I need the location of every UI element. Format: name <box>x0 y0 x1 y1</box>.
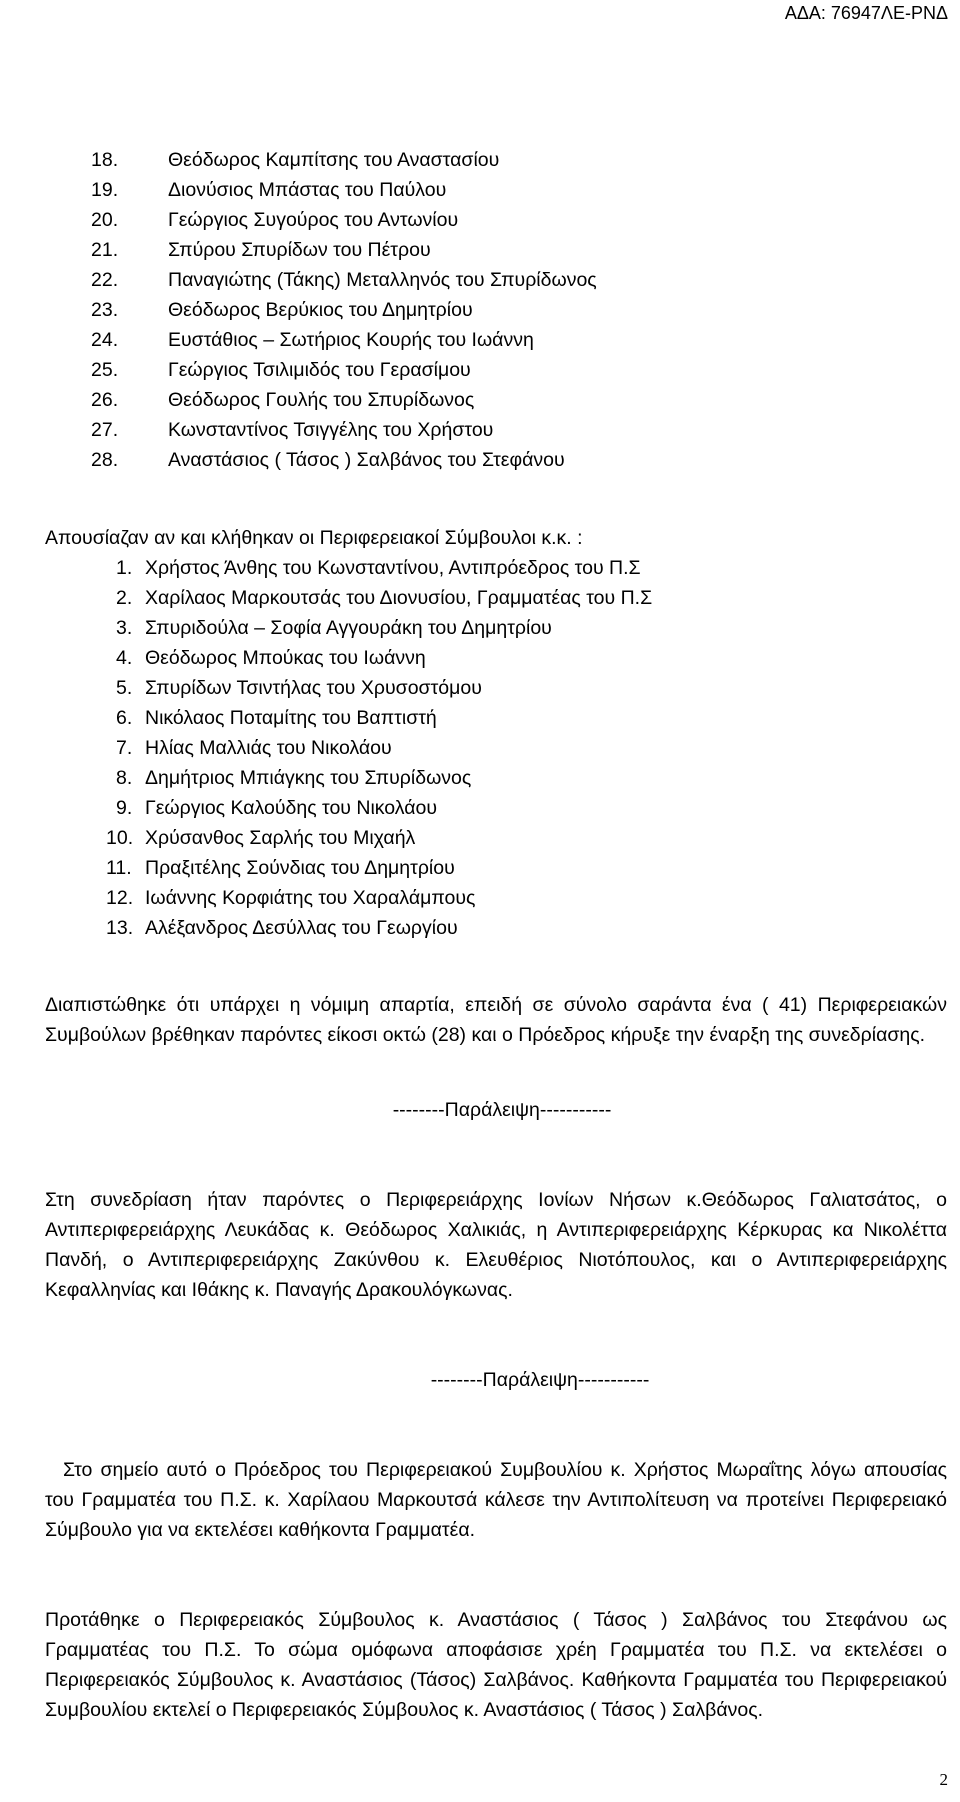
list-item: 26. Θεόδωρος Γουλής του Σπυρίδωνος <box>91 389 475 411</box>
secretary-decision-paragraph: Προτάθηκε ο Περιφερειακός Σύμβουλος κ. Αναστάσιος ( Τάσος ) Σαλβάνος του Στεφάνου ως Γραμματέας του Π.Σ. Το σώμα ομόφωνα αποφάσισε χρέη Γραμματέα του Π.Σ. να εκτελέσει ο Περιφερειακός Σύμβουλος κ. Αναστάσιος (Τάσος) Σαλβάνος. Καθήκοντα Γραμματέα του Περιφερειακού Συμβουλίου εκτελεί ο Περιφερειακός Σύμβουλος κ. Αναστάσιος ( Τάσος ) Σαλβάνος. <box>45 1609 947 1721</box>
list-item: 25. Γεώργιος Τσιλιμιδός του Γερασίμου <box>91 359 471 381</box>
list-item: 27. Κωνσταντίνος Τσιγγέλης του Χρήστου <box>91 419 494 441</box>
list-item: 18. Θεόδωρος Καμπίτσης του Αναστασίου <box>91 149 500 171</box>
list-item: 9. Γεώργιος Καλούδης του Νικολάου <box>116 797 438 819</box>
absent-members-list <box>0 553 960 943</box>
list-item: 3. Σπυριδούλα – Σοφία Αγγουράκη του Δημητρίου <box>116 617 552 639</box>
omission-separator: --------Παράλειψη----------- <box>392 1099 612 1121</box>
list-item: 21. Σπύρου Σπυρίδων του Πέτρου <box>91 239 431 261</box>
list-item: 28. Αναστάσιος ( Τάσος ) Σαλβάνος του Στεφάνου <box>91 449 565 471</box>
list-item: 24. Ευστάθιος – Σωτήριος Κουρής του Ιωάννη <box>91 329 534 351</box>
list-item: 7. Ηλίας Μαλλιάς του Νικολάου <box>116 737 392 759</box>
list-item: 20. Γεώργιος Συγούρος του Αντωνίου <box>91 209 459 231</box>
list-item: 5. Σπυρίδων Τσιντήλας του Χρυσοστόμου <box>116 677 482 699</box>
list-item: 13. Αλέξανδρος Δεσύλλας του Γεωργίου <box>106 917 458 939</box>
attendance-paragraph: Στη συνεδρίαση ήταν παρόντες ο Περιφερειάρχης Ιονίων Νήσων κ.Θεόδωρος Γαλιατσάτος, ο Αντιπεριφερειάρχης Λευκάδας κ. Θεόδωρος Χαλικιάς, η Αντιπεριφερειάρχης Κέρκυρας κα Νικολέττα Πανδή, ο Αντιπεριφερειάρχης Ζακύνθου κ. Ελευθέριος Νιοτόπουλος, και ο Αντιπεριφερειάρχης Κεφαλληνίας και Ιθάκης κ. Παναγής Δρακουλόγκωνας. <box>45 1189 947 1301</box>
list-item: 6. Νικόλαος Ποταμίτης του Βαπτιστή <box>116 707 437 729</box>
ada-header: ΑΔΑ: 76947ΛΕ-ΡΝΔ <box>784 3 948 23</box>
list-item: 8. Δημήτριος Μπιάγκης του Σπυρίδωνος <box>116 767 472 789</box>
absent-heading: Απουσίαζαν αν και κλήθηκαν οι Περιφερειακοί Σύμβουλοι κ.κ. : <box>45 527 583 549</box>
secretary-call-paragraph: Στο σημείο αυτό ο Πρόεδρος του Περιφερειακού Συμβουλίου κ. Χρήστος Μωραΐτης λόγω απουσίας του Γραμματέα του Π.Σ. κ. Χαρίλαου Μαρκουτσά κάλεσε την Αντιπολίτευση να προτείνει Περιφερειακό Σύμβουλο για να εκτελέσει καθήκοντα Γραμματέα. <box>45 1459 947 1541</box>
list-item: 2. Χαρίλαος Μαρκουτσάς του Διονυσίου, Γραμματέας του Π.Σ <box>116 587 653 609</box>
quorum-paragraph: Διαπιστώθηκε ότι υπάρχει η νόμιμη απαρτία, επειδή σε σύνολο σαράντα ένα ( 41) Περιφερειακών Συμβούλων βρέθηκαν παρόντες είκοσι οκτώ (28) και ο Πρόεδρος κήρυξε την έναρξη της συνεδρίασης. <box>45 994 947 1046</box>
list-item: 1. Χρήστος Άνθης του Κωνσταντίνου, Αντιπρόεδρος του Π.Σ <box>116 557 641 579</box>
list-item: 10. Χρύσανθος Σαρλής του Μιχαήλ <box>106 827 416 849</box>
present-members-list <box>0 145 960 475</box>
page-number: 2 <box>939 1770 948 1789</box>
list-item: 22. Παναγιώτης (Τάκης) Μεταλληνός του Σπυρίδωνος <box>91 269 597 291</box>
list-item: 23. Θεόδωρος Βερύκιος του Δημητρίου <box>91 299 473 321</box>
list-item: 12. Ιωάννης Κορφιάτης του Χαραλάμπους <box>106 887 476 909</box>
list-item: 11. Πραξιτέλης Σούνδιας του Δημητρίου <box>106 857 455 879</box>
omission-separator: --------Παράλειψη----------- <box>430 1369 650 1391</box>
list-item: 4. Θεόδωρος Μπούκας του Ιωάννη <box>116 647 426 669</box>
list-item: 19. Διονύσιος Μπάστας του Παύλου <box>91 179 447 201</box>
